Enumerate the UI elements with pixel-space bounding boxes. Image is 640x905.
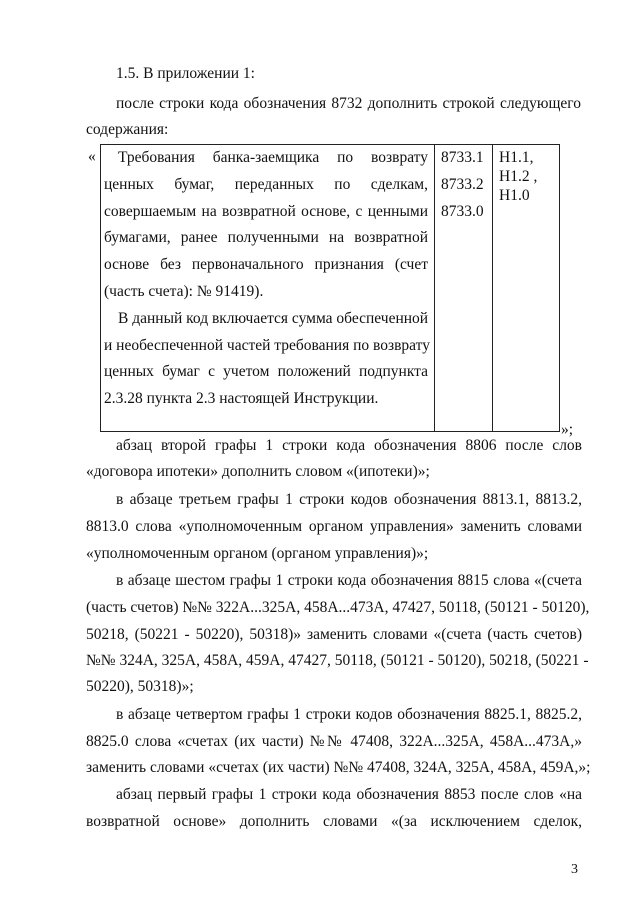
table-text-line: совершаемым на возвратной основе, с ценными (104, 203, 428, 220)
body-line: возвратной основе» дополнить словами «(за исключением сделок, (86, 813, 582, 830)
open-quote: « (88, 148, 96, 165)
table-text-line: бумагами, ранее полученными на возвратной (104, 229, 428, 246)
body-line: в абзаце третьем графы 1 строки кодов обозначения 8813.1, 8813.2, (116, 491, 582, 508)
body-line: (часть счетов) №№ 322А...325А, 458А...473А, 47427, 50118, (50121 - 50120), (86, 599, 590, 616)
close-quote: »; (561, 421, 574, 438)
section-heading: 1.5. В приложении 1: (116, 65, 255, 82)
mark-value: Н1.0 (499, 187, 530, 204)
body-line: «договора ипотеки» дополнить словом «(ипотеки)»; (86, 463, 430, 480)
body-line: в абзаце четвертом графы 1 строки кодов обозначения 8825.1, 8825.2, (116, 706, 582, 723)
code-value: 8733.2 (441, 176, 484, 193)
body-line: 50218, (50221 - 50220), 50318)» заменить словами «(счета (часть счетов) (86, 626, 582, 643)
body-line: абзац первый графы 1 строки кода обозначения 8853 после слов «на (116, 786, 582, 803)
table-text-line: ценных бумаг с учетом положений подпункта (104, 363, 428, 380)
table-text-line: и необеспеченной частей требования по возврату (104, 337, 430, 354)
table-text-line: В данный код включается сумма обеспеченной (118, 310, 429, 327)
table-divider (434, 144, 435, 432)
table-text-line: Требования банка-заемщика по возврату (118, 149, 428, 166)
body-line: «уполномоченным органом (органом управления)»; (86, 545, 429, 562)
body-line: абзац второй графы 1 строки кода обозначения 8806 после слов (116, 437, 582, 454)
table-text-line: (часть счета): № 91419). (104, 283, 264, 300)
mark-value: Н1.1, (499, 149, 534, 166)
body-line: заменить словами «счетах (их части) №№ 47408, 324А, 325А, 458А, 459А,»; (86, 759, 591, 776)
page-number: 3 (571, 862, 578, 877)
table-text-line: основе без первоначального признания (счет (104, 256, 428, 273)
code-value: 8733.1 (441, 149, 484, 166)
code-value: 8733.0 (441, 203, 484, 220)
body-line: в абзаце шестом графы 1 строки кода обозначения 8815 слова «(счета (116, 572, 582, 589)
mark-value: Н1.2 , (499, 168, 538, 185)
table-text-line: 2.3.28 пункта 2.3 настоящей Инструкции. (104, 390, 379, 407)
body-line: 8825.0 слова «счетах (их части) №№ 47408, 322А...325А, 458А...473А,» (86, 733, 582, 750)
body-line: 50220), 50318)»; (86, 678, 194, 695)
body-line: 8813.0 слова «уполномоченным органом управления» заменить словами (86, 518, 582, 535)
table-divider (492, 144, 493, 432)
body-line: №№ 324А, 325А, 458А, 459А, 47427, 50118, (50121 - 50120), 50218, (50221 - (86, 652, 589, 669)
table-text-line: ценных бумаг, переданных по сделкам, (104, 176, 428, 193)
intro-line: после строки кода обозначения 8732 дополнить строкой следующего (116, 95, 581, 112)
intro-line: содержания: (86, 121, 169, 138)
